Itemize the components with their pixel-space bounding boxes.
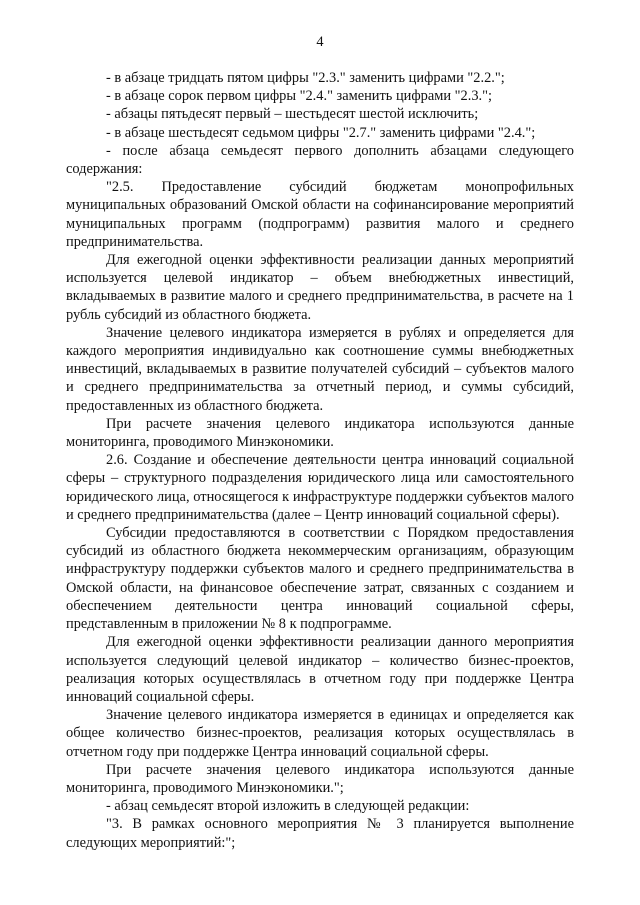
paragraph-10: 2.6. Создание и обеспечение деятельности центра инноваций социальной сферы – структурного подразделения юридического лица или самостоятельного юридического лица, относящегося к инфраструктуре поддержки субъектов малого и среднего предпринимательства (далее – Центр инноваций социальной сферы).	[66, 452, 574, 523]
paragraph-7: Для ежегодной оценки эффективности реализации данных мероприятий используется целевой индикатор – объем внебюджетных инвестиций, вкладываемых в развитие малого и среднего предпринимательства, в расчете на 1 рубль субсидий из областного бюджета.	[66, 252, 574, 323]
paragraph-5: - после абзаца семьдесят первого дополнить абзацами следующего содержания:	[66, 142, 574, 178]
paragraph-15: - абзац семьдесят второй изложить в следующей редакции:	[106, 798, 470, 815]
page-number: 4	[316, 34, 324, 50]
paragraph-3: - абзацы пятьдесят первый – шестьдесят шестой исключить;	[106, 106, 479, 123]
paragraph-1: - в абзаце тридцать пятом цифры "2.3." заменить цифрами "2.2.";	[106, 70, 505, 86]
paragraph-14: При расчете значения целевого индикатора используются данные мониторинга, проводимого Минэкономики.";	[66, 761, 574, 796]
paragraph-6: "2.5. Предоставление субсидий бюджетам монопрофильных муниципальных образований Омской области на софинансирование мероприятий муниципальных программ (подпрограмм) развития малого и среднего предпринимательства.	[66, 179, 574, 250]
paragraph-2: - в абзаце сорок первом цифры "2.4." заменить цифрами "2.3.";	[106, 88, 493, 105]
paragraph-13: Значение целевого индикатора измеряется в единицах и определяется как общее количество бизнес-проектов, реализация которых осуществлялась в отчетном году при поддержке Центра инноваций социальной сферы.	[66, 707, 574, 760]
paragraph-9: При расчете значения целевого индикатора используются данные мониторинга, проводимого Минэкономики.	[66, 415, 574, 451]
paragraph-12: Для ежегодной оценки эффективности реализации данного мероприятия используется следующий целевой индикатор – количество бизнес-проектов, реализация которых осуществлялась в отчетном году при поддержке Центра инноваций социальной сферы.	[66, 634, 574, 705]
paragraph-11: Субсидии предоставляются в соответствии с Порядком предоставления субсидий из областного бюджета некоммерческим организациям, образующим инфраструктуру поддержки субъектов малого и среднего предпринимательства в Омской области, на финансовое обеспечение затрат, связанных с созданием и обеспечением деятельности центра инноваций социальной сферы, представленным в приложении № 8 к подпрограмме.	[66, 525, 574, 633]
paragraph-4: - в абзаце шестьдесят седьмом цифры "2.7." заменить цифрами "2.4.";	[106, 124, 536, 141]
paragraph-16: "3. В рамках основного мероприятия № 3 планируется выполнение следующих мероприятий:";	[66, 816, 574, 851]
paragraph-8: Значение целевого индикатора измеряется в рублях и определяется для каждого мероприятия индивидуально как соотношение суммы внебюджетных инвестиций, вкладываемых в развитие получателей субсидий – субъектов малого и среднего предпринимательства за отчетный период, и суммы субсидий, предоставленных из областного бюджета.	[66, 324, 574, 414]
document-body	[66, 69, 574, 852]
